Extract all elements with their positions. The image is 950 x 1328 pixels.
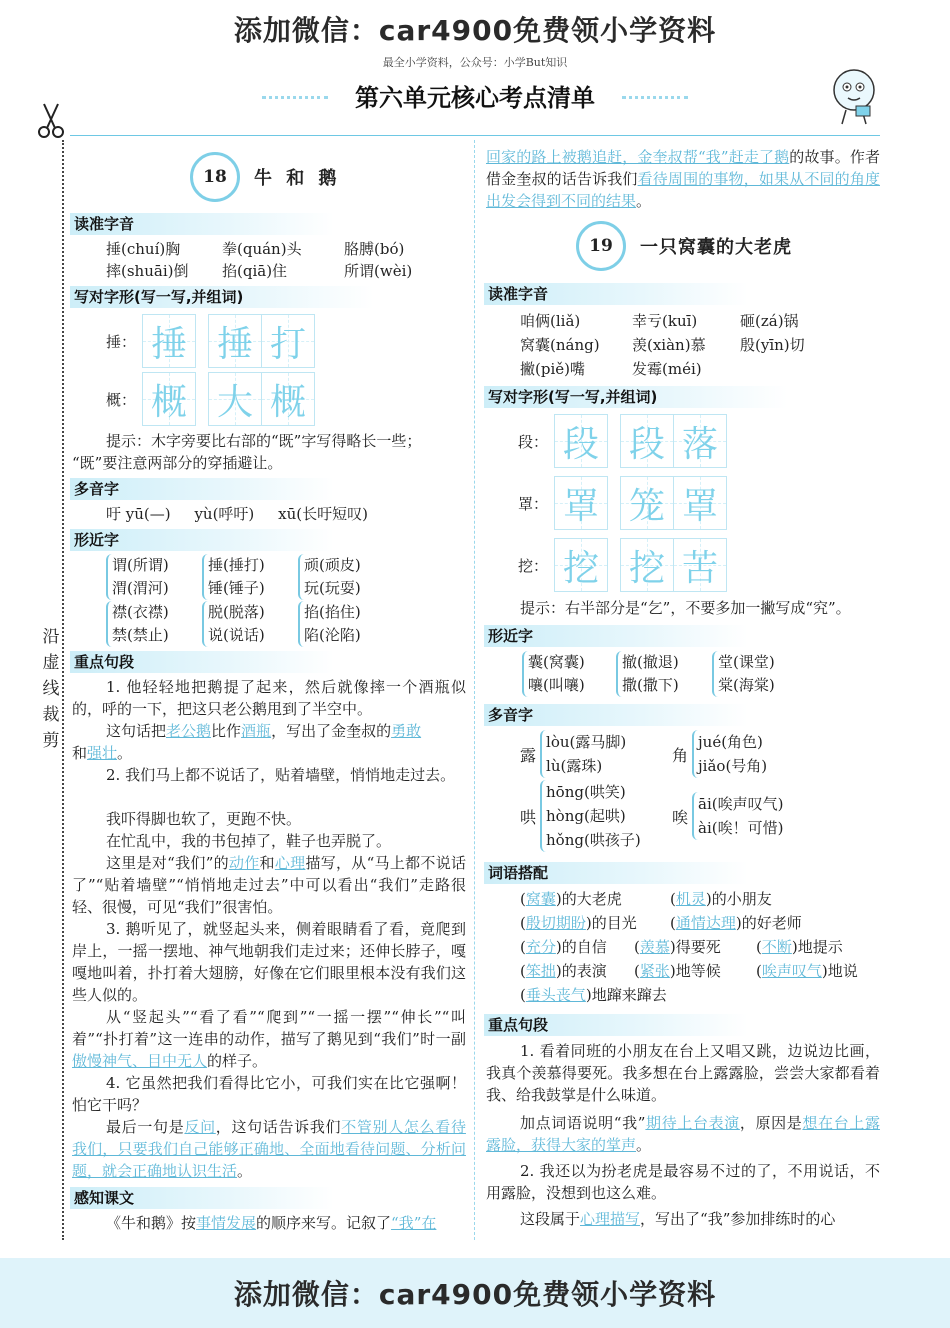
read-item: 发霉(méi) — [632, 360, 702, 378]
lesson-18-heading — [190, 152, 341, 202]
word-pair — [208, 372, 315, 426]
key-passage-1: 1. 看着同班的小朋友在台上又唱又跳，边说边比画，我真个羡慕得要死。我多想在台上露露脸，尝尝大家都看着我、给我鼓掌是什么味道。 — [486, 1042, 880, 1104]
section-similar: 形近字 — [484, 625, 748, 647]
similar-group: 囊(窝囊) 嚷(叫嚷) — [522, 651, 585, 697]
char-box: 挖 — [621, 539, 674, 591]
word-pair — [208, 314, 315, 368]
read-item: 掐(qiā)住 — [222, 262, 288, 280]
read-item: 拳(quán)头 — [222, 240, 302, 258]
key-passage-2: 2. 我还以为扮老虎是最容易不过的了，不用说话，不用露脸，没想到也这么难。 — [486, 1162, 880, 1202]
polyphone-group: 哄 hōng(哄笑) hòng(起哄) hǒng(哄孩子) — [520, 780, 641, 852]
char-box: 概 — [262, 373, 314, 425]
char-box: 段 — [554, 414, 608, 468]
collocation-item: (殷切期盼)的目光 — [520, 914, 637, 932]
collocation-item: (唉声叹气)地说 — [756, 962, 858, 980]
collocation-item: (不断)地提示 — [756, 938, 843, 956]
collocation-item: (笨拙)的表演 — [520, 962, 607, 980]
section-read: 读准字音 — [484, 283, 748, 305]
read-item: 咱俩(liǎ) — [520, 312, 581, 330]
section-write: 写对字形(写一写,并组词) — [484, 386, 788, 408]
read-item: 撇(piě)嘴 — [520, 360, 585, 378]
top-banner: 添加微信：car4900免费领小学资料 — [0, 10, 950, 52]
polyphone-char: 露 — [520, 745, 537, 765]
collocation-item: (窝囊)的大老虎 — [520, 890, 622, 908]
char-box: 罩 — [554, 476, 608, 530]
title-dots-right — [622, 96, 688, 102]
cut-label: 沿 虚 线 裁 剪 — [42, 627, 60, 751]
key-passage-2: 2. 我们马上都不说话了，贴着墙壁，悄悄地走过去。 — [106, 766, 456, 784]
page-title: 第六单元核心考点清单 — [355, 83, 595, 112]
char-box: 捶 — [209, 315, 262, 367]
section-polyphone: 多音字 — [70, 478, 334, 500]
word-pair — [620, 476, 727, 530]
read-item: 摔(shuāi)倒 — [106, 262, 189, 280]
read-item: 窝囊(náng) — [520, 336, 600, 354]
char-box: 苦 — [674, 539, 726, 591]
section-similar: 形近字 — [70, 529, 334, 551]
mascot-icon — [826, 62, 882, 128]
lesson-18-continued: 回家的路上被鹅追赶，金奎叔帮“我”赶走了鹅的故事。作者借金奎叔的话告诉我们看待周围的事物，如果从不同的角度出发会得到不同的结果。 — [486, 148, 880, 210]
key-analysis-3: 从“竖起头”“看了看”“爬到”“一摇一摆”“伸长”“叫着”“扑打着”这一连串的动作，描写了鹅见到“我们”时一副傲慢神气、目中无人的样子。 — [72, 1008, 466, 1070]
key-analysis-4: 最后一句是反问，这句话告诉我们不管别人怎么看待我们，只要我们自己能够正确地、全面地看待问题、分析问题，就会正确地认识生活。 — [72, 1118, 466, 1180]
section-read: 读准字音 — [70, 213, 334, 235]
section-polyphone: 多音字 — [484, 704, 748, 726]
collocation-item: (紧张)地等候 — [634, 962, 721, 980]
read-item: 捶(chuí)胸 — [106, 240, 181, 258]
section-key-sentences: 重点句段 — [484, 1014, 748, 1036]
key-passage-3: 3. 鹅听见了，就竖起头来，侧着眼睛看了看，竟爬到岸上，一摇一摆地、神气地朝我们走过来；还伸长脖子，嘎嘎地叫着，扑打着大翅膀，好像在它们眼里根本没有我们这些人似的。 — [72, 920, 466, 1004]
key-analysis-2: 这里是对“我们”的动作和心理描写，从“马上都不说话了”“贴着墙壁”“悄悄地走过去”中可以看出“我们”走路很轻、很慢，可见“我们”很害怕。 — [72, 854, 466, 916]
read-item: 殷(yīn)切 — [740, 336, 805, 354]
read-item: 羡(xiàn)慕 — [632, 336, 706, 354]
char-box: 落 — [674, 415, 726, 467]
lesson-title: 一只窝囊的大老虎 — [640, 237, 792, 258]
similar-group: 谓(所谓) 渭(渭河) — [106, 554, 169, 600]
write-row — [518, 414, 727, 468]
char-box: 笼 — [621, 477, 674, 529]
section-write: 写对字形(写一写,并组词) — [70, 286, 374, 308]
hint-text: 提示：右半部分是“乞”，不要多加一撇写成“究”。 — [520, 599, 851, 617]
lesson-title: 牛 和 鹅 — [254, 168, 341, 189]
char-box: 大 — [209, 373, 262, 425]
read-item: 砸(zá)锅 — [740, 312, 799, 330]
collocation-item: (充分)的自信 — [520, 938, 607, 956]
word-pair — [620, 538, 727, 592]
char-box: 段 — [621, 415, 674, 467]
similar-group: 掐(掐住) 陷(沦陷) — [298, 601, 361, 647]
polyphone-char: 哄 — [520, 807, 537, 827]
similar-group: 撤(撤退) 撒(撒下) — [616, 651, 679, 697]
polyphone-group: 唉 āi(唉声叹气) ài(唉！可惜) — [672, 792, 783, 840]
similar-group: 襟(衣襟) 禁(禁止) — [106, 601, 169, 647]
collocation-item: (羡慕)得要死 — [634, 938, 721, 956]
subtitle-small: 最全小学资料，公众号：小学But知识 — [382, 56, 568, 69]
write-label: 罩： — [518, 494, 549, 513]
write-label: 挖： — [518, 556, 549, 575]
char-box: 挖 — [554, 538, 608, 592]
char-box: 捶 — [142, 314, 196, 368]
hint-text: 提示：木字旁要比右部的“既”字写得略长一些； — [106, 432, 422, 450]
polyphone-char: 角 — [672, 745, 689, 765]
column-divider — [474, 140, 475, 1240]
polyphone-char: 唉 — [672, 807, 689, 827]
key-passage-4: 4. 它虽然把我们看得比它小，可我们实在比它强啊！怕它干吗？ — [72, 1074, 466, 1114]
polyphone-group: 露 lòu(露马脚) lù(露珠) — [520, 730, 626, 778]
section-collocation: 词语搭配 — [484, 862, 748, 884]
section-key-sentences: 重点句段 — [70, 651, 334, 673]
similar-group: 顽(顽皮) 玩(玩耍) — [298, 554, 361, 600]
cut-line — [62, 140, 64, 1240]
key-analysis-1: 加点词语说明“我”期待上台表演，原因是想在台上露露脸，获得大家的掌声。 — [486, 1114, 880, 1154]
similar-group: 堂(课堂) 棠(海棠) — [712, 651, 775, 697]
write-row — [106, 372, 315, 426]
write-row — [518, 476, 727, 530]
lesson-number: 19 — [576, 221, 626, 271]
section-perceive: 感知课文 — [70, 1187, 334, 1209]
collocation-item: (垂头丧气)地蹿来蹿去 — [520, 986, 667, 1004]
key-analysis-2: 这段属于心理描写，写出了“我”参加排练时的心 — [520, 1210, 836, 1228]
similar-group: 捶(捶打) 锤(锤子) — [202, 554, 265, 600]
read-item: 胳膊(bó) — [344, 240, 405, 258]
write-label: 捶： — [106, 332, 137, 351]
write-row — [518, 538, 727, 592]
char-box: 打 — [262, 315, 314, 367]
collocation-item: (通情达理)的好老师 — [670, 914, 802, 932]
char-box: 概 — [142, 372, 196, 426]
polyphone-line: 吁 yū(—) yù(呼吁) xū(长吁短叹) — [106, 505, 368, 523]
key-passage-1: 1. 他轻轻地把鹅提了起来，然后就像摔一个酒瓶似的，呼的一下，把这只老公鹅甩到了半空中。 — [72, 678, 466, 718]
hint-text: “既”要注意两部分的穿插避让。 — [72, 454, 283, 472]
read-item: 幸亏(kuī) — [632, 312, 698, 330]
bottom-banner: 添加微信：car4900免费领小学资料 — [233, 1278, 717, 1311]
write-label: 概： — [106, 390, 137, 409]
polyphone-group: 角 jué(角色) jiǎo(号角) — [672, 730, 767, 778]
collocation-item: (机灵)的小朋友 — [670, 890, 772, 908]
perceive-text: 《牛和鹅》按事情发展的顺序来写。记叙了“我”在 — [106, 1214, 437, 1232]
similar-group: 脱(脱落) 说(说话) — [202, 601, 265, 647]
char-box: 罩 — [674, 477, 726, 529]
key-passage-2b: 我吓得脚也软了，更跑不快。 — [106, 810, 302, 828]
write-row — [106, 314, 315, 368]
write-label: 段： — [518, 432, 549, 451]
lesson-number: 18 — [190, 152, 240, 202]
lesson-19-heading — [576, 221, 792, 271]
read-item: 所谓(wèi) — [344, 262, 413, 280]
key-passage-2c: 在忙乱中，我的书包掉了，鞋子也弄脱了。 — [106, 832, 392, 850]
word-pair — [620, 414, 727, 468]
key-analysis-1: 这句话把老公鹅比作酒瓶，写出了金奎叔的勇敢 和强壮。 — [72, 722, 422, 762]
header-rule — [70, 135, 880, 136]
